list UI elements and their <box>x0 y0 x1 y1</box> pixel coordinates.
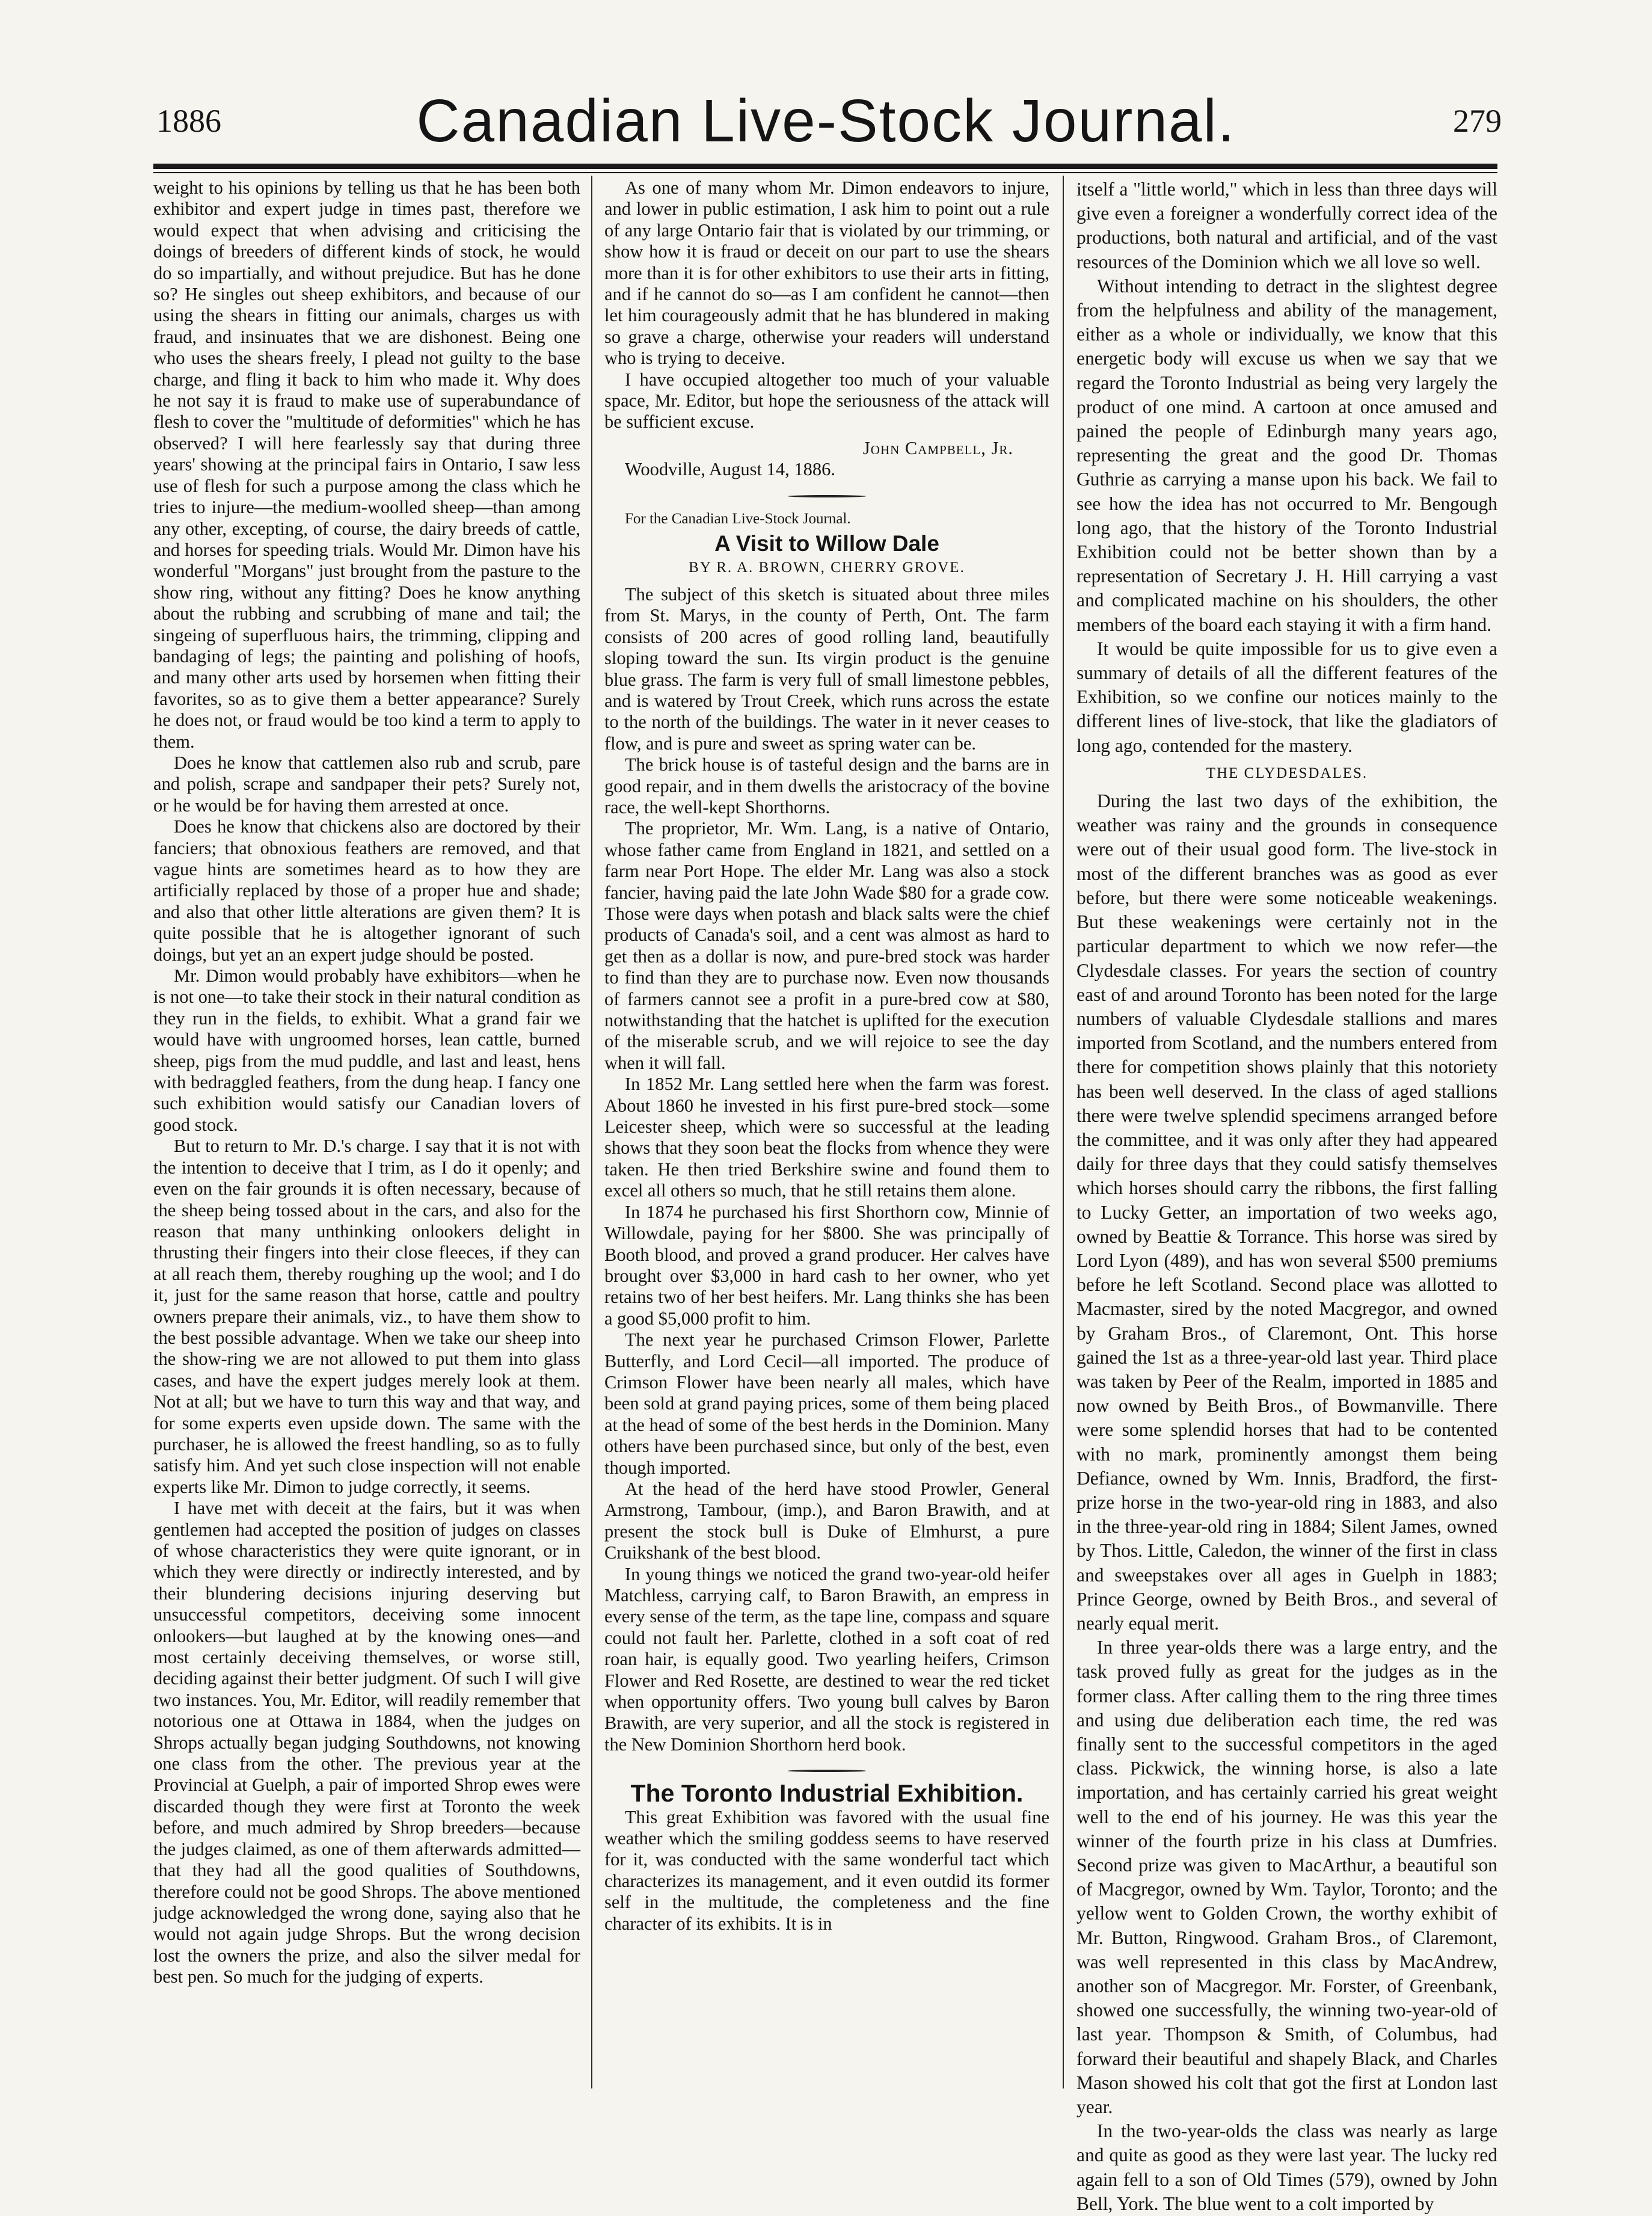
section-subhead: THE CLYDESDALES. <box>1206 765 1368 781</box>
article-divider <box>788 1770 866 1772</box>
article-title: The Toronto Industrial Exhibition. <box>630 1779 1024 1808</box>
article-paragraph: In young things we noticed the grand two-year-old heifer Matchless, carrying calf, to Baron Brawith, an empress in every sense of the term, as the tape line, compass and square could not fault her. Parlette, clothed in a soft coat of red roan hair, is equally good. Two yearling heifers, Crimson Flower and Red Rosette, are destined to wear the red ticket when opportunity offers. Two young bull calves by Baron Brawith, are very superior, and all the stock is registered in the New Dominion Shorthorn herd book. <box>604 1563 1049 1755</box>
letter-paragraph: Does he know that chickens also are doctored by their fanciers; that obnoxious feathers are removed, and that vague hints are sometimes heard as to how they are artificially replaced by those of a proper hue and shade; and also that other little alterations are given them? It is quite possible that he is altogether ignorant of such doings, but yet an an expert judge should be posted. <box>153 816 580 965</box>
article-byline: BY R. A. BROWN, CHERRY GROVE. <box>689 559 965 576</box>
letter-paragraph: Does he know that cattlemen also rub and scrub, pare and polish, scrape and sandpaper their pets? Surely not, or he would be for having them arrested at once. <box>153 752 580 816</box>
article-paragraph: Without intending to detract in the slightest degree from the helpfulness and ability of the management, either as a whole or individually, we know that this energetic body will excuse us when we say that we regard the Toronto Industrial as being very largely the product of one mind. A cartoon at once amused and pained the people of Edinburgh many years ago, representing the great and the good Dr. Thomas Guthrie as carrying a manse upon his back. We fail to see how the idea has not occurred to Mr. Bengough long ago, that the history of the Toronto Industrial Exhibition could not be better shown than by a representation of Secretary J. H. Hill carrying a vast and complicated machine on his shoulders, the other members of the board each staying it with a firm hand. <box>1076 275 1497 635</box>
article-paragraph: At the head of the herd have stood Prowler, General Armstrong, Tambour, (imp.), and Baron Brawith, and at present the stock bull is Duke of Elmhurst, a pure Cruikshank of the best blood. <box>604 1478 1049 1563</box>
article-paragraph: The proprietor, Mr. Wm. Lang, is a native of Ontario, whose father came from England in 1821, and settled on a farm near Port Hope. The elder Mr. Lang was also a stock fancier, having paid the late John Wade $80 for a grade cow. Those were days when potash and black salts were the chief products of Canada's soil, and a cent was almost as hard to get then as a dollar is now, and pure-bred stock was harder to find than they are to purchase now. Even now thousands of farmers cannot see a profit in a pure-bred cow at $80, notwithstanding that the hatchet is uplifted for the execution of the miserable scrub, and we will rejoice to see the day when it will fall. <box>604 818 1049 1073</box>
masthead <box>0 87 1652 156</box>
header-rule-thick <box>153 164 1497 169</box>
article-paragraph: itself a "little world," which in less than three days will give even a foreigner a wonderfully correct idea of the productions, both natural and artificial, and of the vast resources of the Dominion which we all love so well. <box>1076 179 1497 272</box>
article-paragraph: In the two-year-olds the class was nearly as large and quite as good as they were last year. The lucky red again fell to a son of Old Times (579), owned by John Bell, York. The blue went to a colt imported by <box>1076 2120 1497 2214</box>
column-1 <box>153 177 580 2084</box>
header-rule-thin <box>153 172 1497 173</box>
article-paragraph: In 1852 Mr. Lang settled here when the farm was forest. About 1860 he invested in his first pure-bred stock—some Leicester sheep, which were so successful at the leading shows that they soon beat the flocks from whence they were taken. He then tried Berkshire swine and found them to excel all others so much, that he still retains them alone. <box>604 1074 1049 1201</box>
letter-paragraph: I have met with deceit at the fairs, but it was when gentlemen had accepted the position of judges on classes of whose characteristics they were quite ignorant, or in which they were directly or indirectly interested, and by their blundering decisions injuring deserving but unsuccessful competitors, deceiving some innocent onlookers—but laughed at by the knowing ones—and most certainly deceiving themselves, or worse still, deciding against their better judgment. Of such I will give two instances. You, Mr. Editor, will readily remember that notorious one at Ottawa in 1884, when the judges on Shrops actually began judging Southdowns, not knowing one class from the other. The previous year at the Provincial at Guelph, a pair of imported Shrop ewes were discarded though they were first at Toronto the week before, and much admired by Shrop breeders—because the judges claimed, as one of them afterwards admitted—that they had all the good qualities of Southdowns, therefore could not be good Shrops. The above mentioned judge acknowledged the wrong done, saying also that he would not again judge Shrops. But the wrong decision lost the owners the prize, and also the silver medal for best pen. So much for the judging of experts. <box>153 1498 580 1987</box>
article-paragraph: In 1874 he purchased his first Shorthorn cow, Minnie of Willowdale, paying for her $800. She was principally of Booth blood, and proved a grand producer. Her calves have brought over $3,000 in hard cash to her owner, who yet retains two of her best heifers. Mr. Lang thinks she has been a good $5,000 profit to him. <box>604 1201 1049 1329</box>
article-paragraph: The brick house is of tasteful design and the barns are in good repair, and in them dwells the aristocracy of the bovine race, the well-kept Shorthorns. <box>604 754 1049 817</box>
column-divider-2 <box>1063 176 1064 2088</box>
article-paragraph: It would be quite impossible for us to give even a summary of details of all the different features of the Exhibition, so we confine our notices mainly to the different lines of live-stock, that like the gladiators of long ago, contended for the mastery. <box>1076 638 1497 756</box>
letter-paragraph: As one of many whom Mr. Dimon endeavors to injure, and lower in public estimation, I ask him to point out a rule of any large Ontario fair that is violated by our trimming, or show how it is fraud or deceit on our part to use the shears more than it is for other exhibitors to use their arts in fitting, and if he cannot do so—as I am confident he cannot—then let him courageously admit that he has blundered in making so grave a charge, otherwise your readers will understand who is trying to deceive. <box>604 177 1049 369</box>
article-paragraph: During the last two days of the exhibition, the weather was rainy and the grounds in consequence were out of their usual good form. The live-stock in most of the different branches was as good as ever before, but there were some noticeable weakenings. But these weakenings were certainly not in the particular department to which we now refer—the Clydesdale classes. For years the section of country east of and around Toronto has been noted for the large numbers of valuable Clydesdale stallions and mares imported from Scotland, and the numbers entered from there for competition shows plainly that this notoriety has been well deserved. In the class of aged stallions there were twelve splendid specimens arranged before the committee, and it was only after they had appeared daily for three days that they could satisfy themselves which horses should carry the ribbons, the first falling to Lucky Getter, an importation of two weeks ago, owned by Beattie & Torrance. This horse was sired by Lord Lyon (489), and has won several $500 premiums before he left Scotland. Second place was allotted to Macmaster, sired by the noted Macgregor, and owned by Graham Bros., of Claremont, Ont. This horse gained the 1st as a three-year-old last year. Third place was taken by Peer of the Realm, imported in 1885 and now owned by Beith Bros., of Bowmanville. There were some splendid horses that had to be contented with no mark, prominently amongst them being Defiance, owned by Wm. Innis, Bradford, the first-prize horse in the two-year-old ring in 1883, and also in the three-year-old ring in 1884; Silent James, owned by Thos. Little, Caledon, the winner of the first in class and sweepstakes over all ages in Guelph in 1883; Prince George, owned by Beith Bros., and several of nearly equal merit. <box>1076 790 1497 1634</box>
page-number: 279 <box>1453 103 1502 139</box>
article-attribution: For the Canadian Live-Stock Journal. <box>625 510 851 527</box>
letter-place-date: Woodville, August 14, 1886. <box>625 459 835 480</box>
issue-year: 1886 <box>156 103 221 139</box>
letter-paragraph: I have occupied altogether too much of your valuable space, Mr. Editor, but hope the seriousness of the attack will be sufficient excuse. <box>604 369 1049 432</box>
article-paragraph: The next year he purchased Crimson Flower, Parlette Butterfly, and Lord Cecil—all imported. The produce of Crimson Flower have been nearly all males, which have been sold at grand paying prices, some of them being placed at the head of some of the best herds in the Dominion. Many others have been purchased since, but only of the best, even though imported. <box>604 1329 1049 1478</box>
letter-signature: John Campbell, Jr. <box>862 437 1013 458</box>
article-paragraph: In three year-olds there was a large entry, and the task proved fully as great for the judges as in the former class. After calling them to the ring three times and using due deliberation each time, the red was finally sent to the successful competitors in the aged class. Pickwick, the winning horse, is also a late importation, and has certainly carried his great weight well to the end of his journey. He was this year the winner of the fourth prize in his class at Dumfries. Second prize was given to MacArthur, a beautiful son of Macgregor, owned by Wm. Taylor, Toronto; and the yellow went to Golden Crown, the worthy exhibit of Mr. Button, Ringwood. Graham Bros., of Claremont, was well represented in this class by MacAndrew, another son of Macgregor. Mr. Forster, of Greenbank, showed one successfully, the winning two-year-old of last year. Thompson & Smith, of Columbus, had forward their beautiful and shapely Black, and Charles Mason showed his colt that got the first at London last year. <box>1076 1637 1497 2118</box>
letter-paragraph: weight to his opinions by telling us that he has been both exhibitor and expert judge in times past, therefore we would expect that when advising and criticising the doings of breeders of different kinds of stock, he would do so impartially, and without prejudice. But has he done so? He singles out sheep exhibitors, and because of our using the shears in fitting our animals, charges us with fraud, and insinuates that we are dishonest. Being one who uses the shears freely, I plead not guilty to the base charge, and fling it back to him who made it. Why does he not say it is fraud to make use of superabundance of flesh to cover the "multitude of deformities" which he has observed? I will here fearlessly say that during three years' showing at the principal fairs in Ontario, I saw less use of flesh for such a purpose among the class which he tries to injure—the medium-woolled sheep—than among any other, excepting, of course, the dairy breeds of cattle, and horses for speeding trials. Would Mr. Dimon have his wonderful "Morgans" just brought from the pasture to the show ring, without any fitting? Does he know anything about the rubbing and scrubbing of mane and tail; the singeing of superfluous hairs, the trimming, clipping and bandaging of legs; the painting and polishing of hoofs, and many other arts used by horsemen when fitting their favorites, so as to give them a better appearance? Surely he does not, or fraud would be too kind a term to apply to them. <box>153 177 580 752</box>
article-paragraph: The subject of this sketch is situated about three miles from St. Marys, in the county of Perth, Ont. The farm consists of 200 acres of good rolling land, beautifully sloping toward the sun. Its virgin product is the genuine blue grass. The farm is very full of small limestone pebbles, and is watered by Trout Creek, which runs across the estate to the north of the buildings. The water in it never ceases to flow, and is pure and sweet as spring water can be. <box>604 583 1049 754</box>
column-2 <box>604 177 1049 2084</box>
article-divider <box>788 495 866 497</box>
letter-paragraph: Mr. Dimon would probably have exhibitors—when he is not one—to take their stock in their natural condition as they run in the fields, to exhibit. What a grand fair we would have with ungroomed horses, lean cattle, burned sheep, pigs from the mud puddle, and last and least, hens with bedraggled feathers, from the dung heap. I fancy one such exhibition would satisfy our Canadian lovers of good stock. <box>153 965 580 1135</box>
article-title: A Visit to Willow Dale <box>714 531 939 556</box>
column-3 <box>1076 177 1497 2214</box>
column-divider-1 <box>591 176 592 2088</box>
article-paragraph: This great Exhibition was favored with the usual fine weather which the smiling goddess seems to have reserved for it, was conducted with the same wonderful tact which characterizes its management, and it even outdid its former self in the multitude, the completeness and the fine character of its exhibits. It is in <box>604 1806 1049 1934</box>
journal-title: Canadian Live-Stock Journal. <box>416 87 1236 155</box>
letter-paragraph: But to return to Mr. D.'s charge. I say that it is not with the intention to deceive that I trim, as I do it openly; and even on the fair grounds it is often necessary, because of the sheep being tossed about in the cars, and also for the reason that many unthinking onlookers delight in thrusting their fingers into their close fleeces, if they can at all reach them, thereby roughing up the wool; and I do it, just for the same reason that horse, cattle and poultry owners prepare their animals, viz., to have them show to the best possible advantage. When we take our sheep into the show-ring we are not allowed to put them into glass cases, and have the expert judges merely look at them. Not at all; but we have to turn this way and that way, and for some experts even upside down. The same with the purchaser, he is allowed the freest handling, so as to fully satisfy him. And yet such close inspection will not enable experts like Mr. Dimon to judge correctly, it seems. <box>153 1136 580 1497</box>
